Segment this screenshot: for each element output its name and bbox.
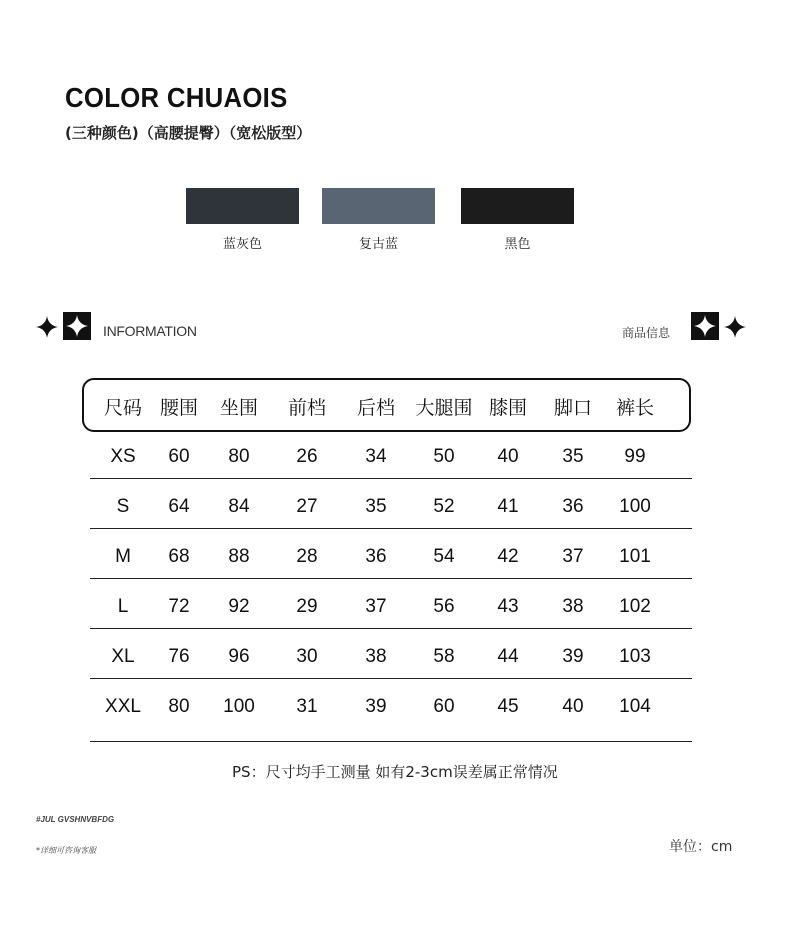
column-header-size: 尺码 — [103, 397, 143, 419]
measure-cell: 26 — [296, 446, 318, 467]
color-label-blue-gray: 蓝灰色 — [222, 237, 262, 252]
measure-cell: 102 — [619, 596, 651, 617]
measure-cell: 88 — [228, 546, 250, 567]
measure-cell: 76 — [168, 646, 190, 667]
color-swatch-retro-blue — [322, 188, 435, 224]
size-cell: XS — [110, 446, 136, 467]
row-divider — [90, 678, 692, 679]
measure-cell: 36 — [562, 496, 584, 517]
measure-cell: 100 — [619, 496, 651, 517]
measure-cell: 101 — [619, 546, 651, 567]
measure-cell: 29 — [296, 596, 318, 617]
row-divider — [90, 528, 692, 529]
column-header-leg-opening: 脚口 — [553, 397, 593, 419]
measure-cell: 27 — [296, 496, 318, 517]
measure-cell: 54 — [433, 546, 455, 567]
size-cell: L — [117, 596, 129, 617]
measure-cell: 72 — [168, 596, 190, 617]
measure-cell: 40 — [497, 446, 519, 467]
measure-cell: 35 — [562, 446, 584, 467]
row-divider — [90, 578, 692, 579]
color-swatch-black — [461, 188, 574, 224]
column-header-hip: 坐围 — [219, 397, 259, 419]
measure-cell: 99 — [624, 446, 646, 467]
measure-cell: 28 — [296, 546, 318, 567]
measure-cell: 35 — [365, 496, 387, 517]
measure-cell: 30 — [296, 646, 318, 667]
measure-cell: 44 — [497, 646, 519, 667]
size-cell: S — [116, 496, 130, 517]
measure-cell: 41 — [497, 496, 519, 517]
row-divider — [90, 741, 692, 742]
measure-cell: 31 — [296, 696, 318, 717]
measure-cell: 38 — [562, 596, 584, 617]
measure-cell: 68 — [168, 546, 190, 567]
column-header-length: 裤长 — [615, 397, 655, 419]
color-swatch-blue-gray — [186, 188, 299, 224]
measure-cell: 58 — [433, 646, 455, 667]
size-cell: XXL — [105, 696, 141, 717]
measure-cell: 42 — [497, 546, 519, 567]
measure-cell: 45 — [497, 696, 519, 717]
measure-cell: 80 — [228, 446, 250, 467]
consult-note: *详细可咨询客服 — [36, 846, 96, 855]
measure-cell: 96 — [228, 646, 250, 667]
measure-cell: 104 — [619, 696, 651, 717]
unit-label: 单位：cm — [669, 839, 733, 855]
measure-cell: 60 — [168, 446, 190, 467]
row-divider — [90, 628, 692, 629]
measure-cell: 40 — [562, 696, 584, 717]
measurement-note: PS：尺寸均手工测量 如有2-3cm误差属正常情况 — [232, 763, 558, 781]
column-header-waist: 腰围 — [159, 397, 199, 419]
measure-cell: 56 — [433, 596, 455, 617]
measure-cell: 39 — [562, 646, 584, 667]
measure-cell: 84 — [228, 496, 250, 517]
measure-cell: 60 — [433, 696, 455, 717]
star-box-icon — [691, 312, 719, 340]
page-title: COLOR CHUAOIS — [65, 82, 288, 113]
column-header-back-rise: 后档 — [356, 397, 396, 419]
section-label-product-info: 商品信息 — [622, 326, 671, 340]
measure-cell: 100 — [223, 696, 255, 717]
measure-cell: 64 — [168, 496, 190, 517]
measure-cell: 80 — [168, 696, 190, 717]
measure-cell: 37 — [562, 546, 584, 567]
measure-cell: 103 — [619, 646, 651, 667]
measure-cell: 37 — [365, 596, 387, 617]
section-label-information: INFORMATION — [103, 323, 197, 339]
measure-cell: 92 — [228, 596, 250, 617]
measure-cell: 52 — [433, 496, 455, 517]
measure-cell: 50 — [433, 446, 455, 467]
page-subtitle: (三种颜色)（高腰提臀）（宽松版型） — [65, 124, 312, 142]
product-code: #JUL GVSHNVBFDG — [36, 815, 115, 824]
sparkle-icon — [724, 316, 746, 338]
size-cell: XL — [111, 646, 135, 667]
measure-cell: 36 — [365, 546, 387, 567]
measure-cell: 43 — [497, 596, 519, 617]
color-label-retro-blue: 复古蓝 — [358, 237, 398, 252]
star-box-icon — [63, 312, 91, 340]
column-header-knee: 膝围 — [488, 397, 528, 419]
measure-cell: 34 — [365, 446, 387, 467]
measure-cell: 39 — [365, 696, 387, 717]
measure-cell: 38 — [365, 646, 387, 667]
color-label-black: 黑色 — [504, 237, 531, 252]
sparkle-icon — [36, 316, 58, 338]
size-cell: M — [115, 546, 131, 567]
row-divider — [90, 478, 692, 479]
column-header-thigh: 大腿围 — [415, 397, 473, 419]
column-header-front-rise: 前档 — [287, 397, 327, 419]
